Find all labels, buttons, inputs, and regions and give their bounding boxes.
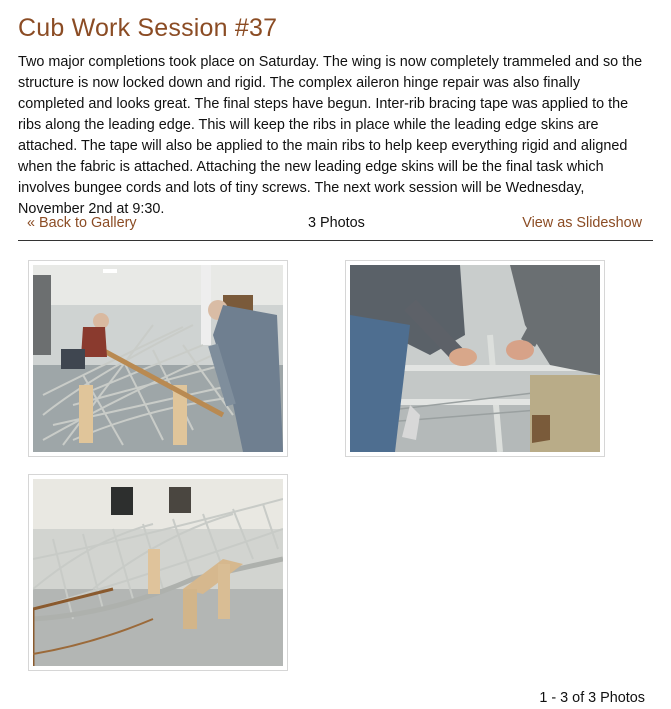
back-to-gallery-link[interactable]: « Back to Gallery bbox=[27, 215, 137, 231]
page-title: Cub Work Session #37 bbox=[18, 14, 278, 42]
photo-count: 3 Photos bbox=[308, 215, 365, 231]
photo-thumbnail-1[interactable] bbox=[28, 260, 288, 457]
photo-3-image bbox=[33, 479, 283, 666]
photo-1-image bbox=[33, 265, 283, 452]
pagination-summary: 1 - 3 of 3 Photos bbox=[539, 690, 645, 706]
photo-thumbnail-3[interactable] bbox=[28, 474, 288, 671]
gallery-navbar bbox=[18, 210, 653, 241]
view-as-slideshow-link[interactable]: View as Slideshow bbox=[522, 215, 642, 231]
session-description: Two major completions took place on Saturday. The wing is now completely trammeled and so the structure is now locked down and rigid. The complex aileron hinge repair was also finally completed and looks great. The final steps have begun. Inter-rib bracing tape was applied to the ribs along the leading edge. This will keep the ribs in place while the leading edge skins are attached. The tape will also be applied to the main ribs to help keep everything rigid and aligned when the fabric is attached. Attaching the new leading edge skins will be the final task which involves bungee cords and lots of tiny screws. The next work session will be Wednesday, November 2nd at 9:30. bbox=[18, 54, 643, 217]
photo-thumbnail-2[interactable] bbox=[345, 260, 605, 457]
photo-2-image bbox=[350, 265, 600, 452]
